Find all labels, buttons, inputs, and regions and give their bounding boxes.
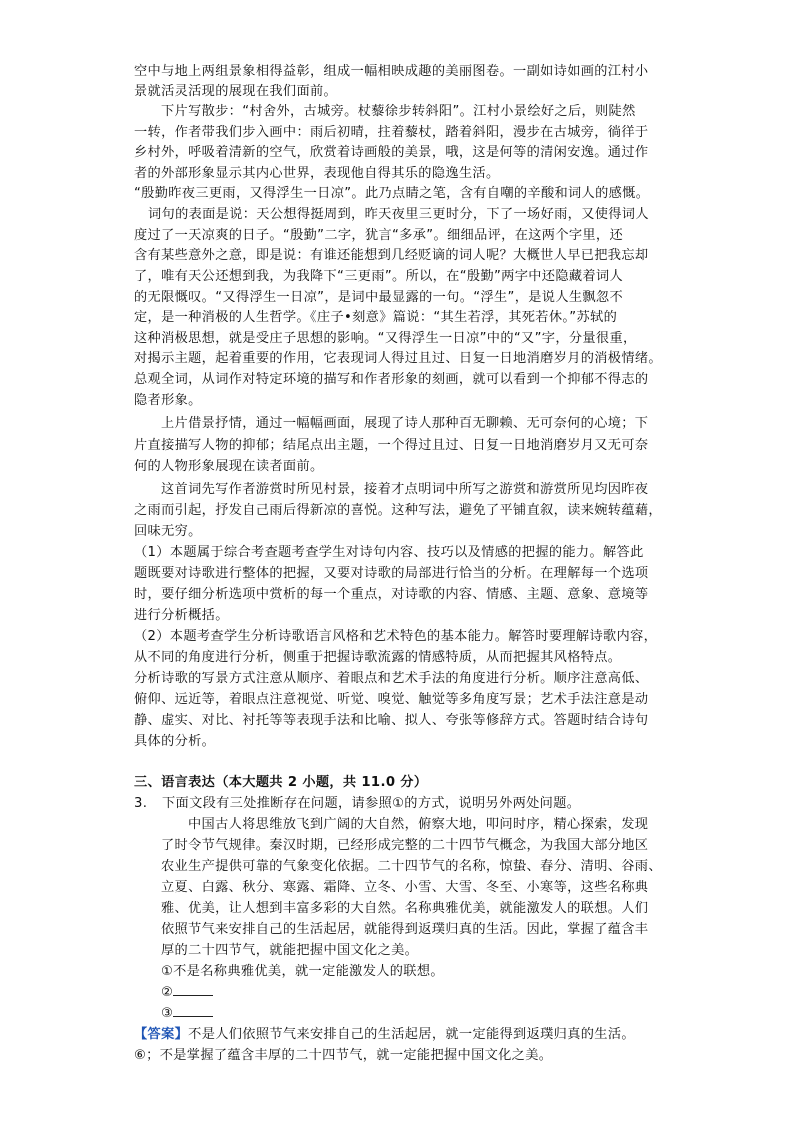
passage-line: 依照节气来安排自己的生活起居，就能得到返璞归真的生活。因此，掌握了蕴含丰 [161, 922, 649, 937]
text-line: 含有某些意外之意，即是说：有谁还能想到几经贬谪的词人呢？大概世人早已把我忘却 [134, 248, 649, 263]
text-line: 之雨而引起，抒发自己雨后得新凉的喜悦。这种写法，避免了平铺直叙，读来婉转蕴藉， [134, 503, 662, 518]
text-line: 具体的分析。 [134, 734, 216, 749]
answer-line-2: ⑥；不是掌握了蕴含丰厚的二十四节气，就一定能把握中国文化之美。 [134, 1048, 553, 1063]
text-line: 词句的表面是说：天公想得挺周到，昨天夜里三更时分，下了一场好雨，又使得词人 [148, 207, 649, 222]
text-line: “殷勤昨夜三更雨，又得浮生一日凉”。此乃点睛之笔，含有自嘲的辛酸和词人的感慨。 [134, 186, 650, 201]
text-line: 景就活灵活现的展现在我们面前。 [134, 84, 338, 99]
passage-line: 厚的二十四节气，就能把握中国文化之美。 [161, 943, 419, 958]
text-line: 回味无穷。 [134, 524, 202, 539]
text-line: 一转，作者带我们步入画中：雨后初晴，拄着藜杖，踏着斜阳，漫步在古城旁，徜徉于 [134, 125, 649, 140]
answer-blank[interactable] [173, 983, 213, 996]
item-number: ② [161, 985, 174, 1000]
passage-line: 立夏、白露、秋分、寒露、霜降、立冬、小雪、大雪、冬至、小寒等，这些名称典 [161, 880, 649, 895]
text-line: （2）本题考查学生分析诗歌语言风格和艺术特色的基本能力。解答时要理解诗歌内容， [134, 629, 658, 644]
answer-line [134, 1025, 794, 1045]
answer-label: 【答案】 [134, 1027, 189, 1042]
text-line: 这首词先写作者游赏时所见村景，接着才点明词中所写之游赏和游赏所见均因昨夜 [161, 482, 649, 497]
text-line: 了，唯有天公还想到我，为我降下“三更雨”。所以，在“殷勤”两字中还隐藏着词人 [134, 269, 623, 284]
text-line: （1）本题属于综合考查题考查学生对诗句内容、技巧以及情感的把握的能力。解答此 [134, 545, 644, 560]
question-number: 3. [134, 796, 148, 811]
passage-line: 了时令节气规律。秦汉时期，已经形成完整的二十四节气概念，为我国大部分地区 [161, 838, 649, 853]
question-prompt: 下面文段有三处推断存在问题，请参照①的方式，说明另外两处问题。 [162, 796, 581, 811]
text-line: 从不同的角度进行分析，侧重于把握诗歌流露的情感特质，从而把握其风格特点。 [134, 650, 622, 665]
blank-item-2 [161, 983, 794, 1003]
passage-line: 雅、优美，让人想到丰富多彩的大自然。名称典雅优美，就能激发人的联想。人们 [161, 901, 649, 916]
text-line: 隐者形象。 [134, 393, 202, 408]
answer-blank[interactable] [173, 1004, 213, 1017]
text-line: 分析诗歌的写景方式注意从顺序、着眼点和艺术手法的角度进行分析。顺序注意高低、 [134, 671, 649, 686]
text-line: 对揭示主题，起着重要的作用，它表现词人得过且过、日复一日地消磨岁月的消极情绪。 [134, 351, 662, 366]
item-number: ③ [161, 1006, 174, 1021]
text-line: 进行分析概括。 [134, 608, 229, 623]
blank-item-3 [161, 1004, 794, 1024]
text-line: 定，是一种消极的人生哲学。《庄子•刻意》篇说：“其生若浮，其死若休。”苏轼的 [134, 310, 618, 325]
text-line: 空中与地上两组景象相得益彰，组成一幅相映成趣的美丽图卷。一副如诗如画的江村小 [134, 64, 649, 79]
text-line: 总观全词，从词作对特定环境的描写和作者形象的刻画，就可以看到一个抑郁不得志的 [134, 372, 649, 387]
passage-line: 农业生产提供可靠的气象变化依据。二十四节气的名称，惊蛰、春分、清明、谷雨、 [161, 859, 662, 874]
text-line: 题既要对诗歌进行整体的把握，又要对诗歌的局部进行恰当的分析。在理解每一个选项 [134, 566, 649, 581]
text-line: 乡村外，呼吸着清新的空气，欣赏着诗画般的美景，哦，这是何等的清闲安逸。通过作 [134, 145, 649, 160]
text-line: 这种消极思想，就是受庄子思想的影响。“又得浮生一日凉”中的“又”字，分量很重， [134, 331, 637, 346]
text-line: 静、虚实、对比、衬托等等表现手法和比喻、拟人、夸张等修辞方式。答题时结合诗句 [134, 713, 649, 728]
text-line: 何的人物形象展现在读者面前。 [134, 459, 324, 474]
text-line: 的无限慨叹。“又得浮生一日凉”，是词中最显露的一句。“浮生”，是说人生飘忽不 [134, 290, 623, 305]
text-line: 俯仰、远近等，着眼点注意视觉、听觉、嗅觉、触觉等多角度写景；艺术手法注意是动 [134, 692, 649, 707]
text-line: 下片写散步：“村舍外，古城旁。杖藜徐步转斜阳”。江村小景绘好之后，则陡然 [161, 104, 636, 119]
passage-line: 中国古人将思维放飞到广阔的大自然，俯察大地，叩问时序，精心探索，发现 [188, 817, 649, 832]
question-line [134, 794, 794, 814]
text-line: 者的外部形象显示其内心世界，表现他自得其乐的隐逸生活。 [134, 166, 500, 181]
text-line: 度过了一天凉爽的日子。“殷勤”二字，犹言“多承”。细细品评，在这两个字里，还 [134, 228, 623, 243]
text-line: 上片借景抒情，通过一幅幅画面，展现了诗人那种百无聊赖、无可奈何的心境；下 [161, 416, 649, 431]
example-answer: ①不是名称典雅优美，就一定能激发人的联想。 [161, 964, 444, 979]
text-line: 时，要仔细分析选项中赏析的每一个重点，对诗歌的内容、情感、主题、意象、意境等 [134, 587, 649, 602]
answer-text: 不是人们依照节气来安排自己的生活起居，就一定能得到返璞归真的生活。 [188, 1027, 635, 1042]
text-line: 片直接描写人物的抑郁；结尾点出主题，一个得过且过、日复一日地消磨岁月又无可奈 [134, 438, 649, 453]
section-heading: 三、语言表达（本大题共 2 小题，共 11.0 分） [134, 775, 428, 790]
